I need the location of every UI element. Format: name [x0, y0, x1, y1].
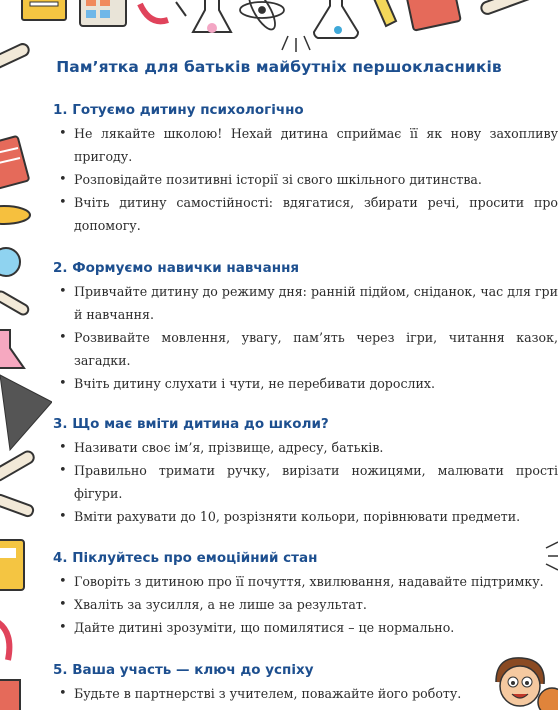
calculator-icon	[0, 540, 24, 590]
section-heading: 5. Ваша участь — ключ до успіху	[53, 662, 314, 678]
book-icon	[22, 0, 66, 20]
list-item: • Вміти рахувати до 10, розрізняти кольори, порівнювати предмети.	[53, 505, 558, 528]
book-icon	[407, 0, 461, 31]
section-school-readiness	[53, 413, 558, 528]
bullet-list	[53, 280, 558, 395]
bullet-list	[53, 122, 558, 237]
section-parent-participation	[53, 659, 493, 705]
list-item: • Привчайте дитину до режиму дня: ранній підйом, сніданок, час для гри й навчання.	[53, 280, 558, 326]
book-icon	[0, 136, 29, 190]
flask-icon	[0, 248, 20, 276]
section-study-skills	[53, 257, 558, 395]
section-emotional-state	[53, 547, 558, 639]
atom-icon	[0, 206, 30, 224]
flask-icon	[314, 0, 358, 38]
ruler-icon	[0, 375, 52, 450]
bullet-list	[53, 436, 558, 528]
magnet-icon	[140, 2, 186, 21]
flask-icon	[0, 330, 24, 368]
section-psychology	[53, 99, 558, 237]
list-item: • Правильно тримати ручку, вирізати ножицями, малювати прості фігури.	[53, 459, 558, 505]
section-heading: 4. Піклуйтесь про емоційний стан	[53, 550, 318, 566]
bone-icon	[0, 290, 30, 317]
list-item: • Хваліть за зусилля, а не лише за результат.	[53, 593, 558, 616]
top-decoration	[0, 0, 558, 56]
calculator-icon	[80, 0, 126, 26]
left-decoration	[0, 30, 52, 710]
list-item: • Називати своє ім’я, прізвище, адресу, батьків.	[53, 436, 558, 459]
section-heading: 3. Що має вміти дитина до школи?	[53, 416, 329, 432]
magnet-icon	[0, 620, 9, 660]
bone-icon	[480, 0, 539, 16]
bullet-list	[53, 570, 558, 639]
bone-icon	[0, 449, 36, 482]
bullet-list	[53, 682, 493, 705]
bone-icon	[0, 493, 35, 517]
list-item: • Вчіть дитину самостійності: вдягатися, збирати речі, просити про допомогу.	[53, 191, 558, 237]
list-item: • Вчіть дитину слухати і чути, не перебивати дорослих.	[53, 372, 558, 395]
book-icon	[0, 680, 20, 710]
flask-icon	[193, 0, 231, 33]
list-item: • Розповідайте позитивні історії зі свого шкільного дитинства.	[53, 168, 558, 191]
pencil-icon	[372, 0, 396, 26]
cartoon-kids-icon	[490, 652, 558, 710]
section-heading: 1. Готуємо дитину психологічно	[53, 102, 304, 118]
atom-icon	[240, 0, 284, 33]
list-item: • Розвивайте мовлення, увагу, пам’ять через ігри, читання казок, загадки.	[53, 326, 558, 372]
list-item: • Говоріть з дитиною про її почуття, хвилювання, надавайте підтримку.	[53, 570, 558, 593]
sparkle-icon	[282, 36, 310, 52]
section-heading: 2. Формуємо навички навчання	[53, 260, 300, 276]
list-item: • Будьте в партнерстві з учителем, поважайте його роботу.	[53, 682, 493, 705]
list-item: • Не лякайте школою! Нехай дитина сприймає її як нову захопливу пригоду.	[53, 122, 558, 168]
page-title: Пам’ятка для батьків майбутніх першокласників	[56, 58, 502, 76]
list-item: • Дайте дитині зрозуміти, що помилятися – це нормально.	[53, 616, 558, 639]
